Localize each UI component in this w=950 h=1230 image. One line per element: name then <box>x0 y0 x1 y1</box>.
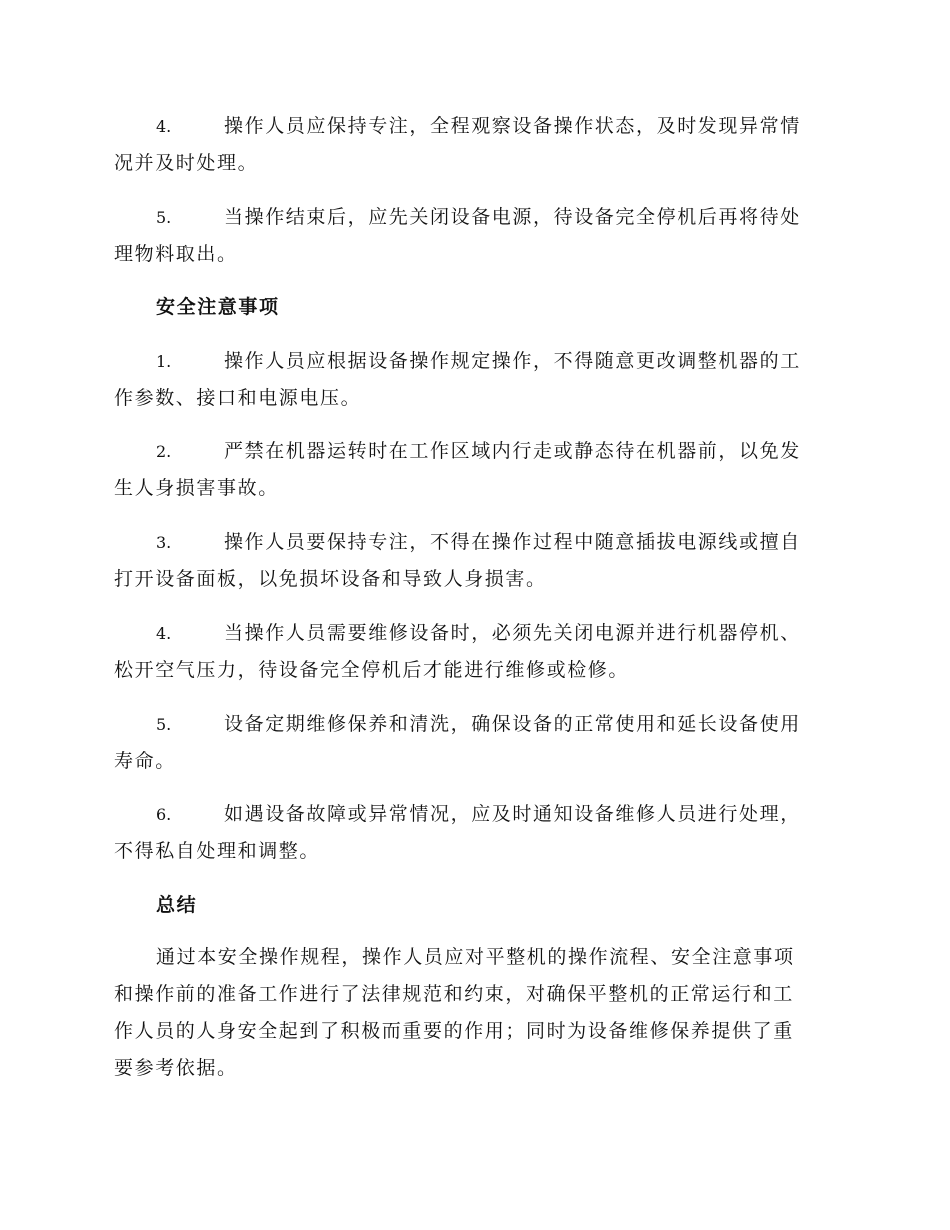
item-text-line: 生人身损害事故。 <box>114 477 279 499</box>
item-number: 5. <box>156 208 172 227</box>
item-text-line: 松开空气压力，待设备完全停机后才能进行维修或检修。 <box>114 659 630 681</box>
list-item <box>114 796 834 870</box>
list-item <box>114 615 834 689</box>
item-number: 4. <box>156 117 172 136</box>
item-text-line: 不得私自处理和调整。 <box>114 840 321 862</box>
item-text-line: 作参数、接口和电源电压。 <box>114 387 362 409</box>
item-number: 5. <box>156 715 172 734</box>
item-text-line: 操作人员应根据设备操作规定操作，不得随意更改调整机器的工 <box>224 350 801 372</box>
list-item <box>114 108 834 182</box>
section-heading-safety: 安全注意事项 <box>156 296 280 318</box>
item-text-line: 严禁在机器运转时在工作区域内行走或静态待在机器前，以免发 <box>224 440 801 462</box>
item-text-line: 理物料取出。 <box>114 243 238 265</box>
item-number: 6. <box>156 805 172 824</box>
summary-paragraph <box>114 939 834 1087</box>
paragraph-line: 要参考依据。 <box>114 1057 238 1079</box>
list-item <box>114 343 834 417</box>
item-text-line: 况并及时处理。 <box>114 152 259 174</box>
item-text-line: 操作人员应保持专注，全程观察设备操作状态，及时发现异常情 <box>224 115 801 137</box>
item-text-line: 当操作结束后，应先关闭设备电源，待设备完全停机后再将待处 <box>224 206 801 228</box>
list-item <box>114 199 834 273</box>
section-heading-summary: 总结 <box>156 894 198 916</box>
item-text-line: 打开设备面板，以免损坏设备和导致人身损害。 <box>114 568 547 590</box>
item-text-line: 寿命。 <box>114 750 176 772</box>
paragraph-line: 作人员的人身安全起到了积极而重要的作用；同时为设备维修保养提供了重 <box>114 1020 794 1042</box>
item-number: 3. <box>156 533 172 552</box>
item-text-line: 如遇设备故障或异常情况，应及时通知设备维修人员进行处理， <box>224 803 801 825</box>
list-item <box>114 706 834 780</box>
paragraph-line: 通过本安全操作规程，操作人员应对平整机的操作流程、安全注意事项 <box>156 946 795 968</box>
list-item <box>114 524 834 598</box>
item-text-line: 操作人员要保持专注，不得在操作过程中随意插拔电源线或擅自 <box>224 531 801 553</box>
paragraph-line: 和操作前的准备工作进行了法律规范和约束，对确保平整机的正常运行和工 <box>114 983 794 1005</box>
item-text-line: 设备定期维修保养和清洗，确保设备的正常使用和延长设备使用 <box>224 713 801 735</box>
item-text-line: 当操作人员需要维修设备时，必须先关闭电源并进行机器停机、 <box>224 622 801 644</box>
item-number: 4. <box>156 624 172 643</box>
list-item <box>114 433 834 507</box>
item-number: 2. <box>156 442 172 461</box>
item-number: 1. <box>156 352 172 371</box>
